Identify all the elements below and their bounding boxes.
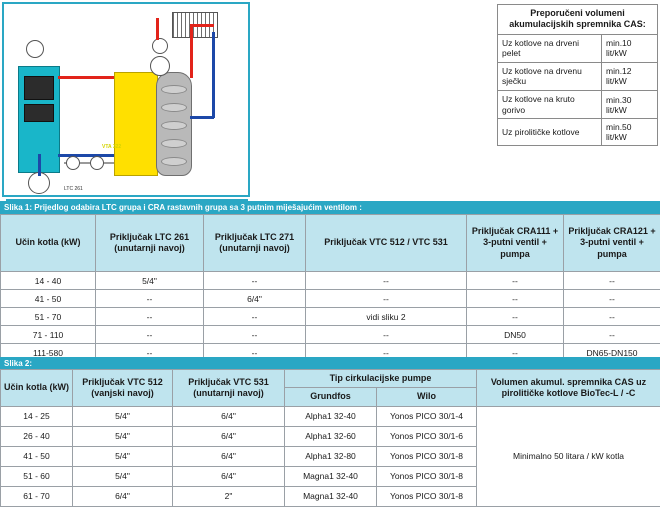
t1-cell: -- bbox=[564, 308, 660, 326]
t1-col-cra111: Priključak CRA111 + 3-putni ventil + pumpa bbox=[467, 215, 564, 272]
t2-col-pump-type: Tip cirkulacijske pumpe bbox=[285, 370, 477, 388]
t2-cell: Magna1 32-40 bbox=[285, 486, 377, 506]
cas-row-label: Uz kotlove na kruto gorivo bbox=[498, 91, 602, 119]
t2-cell: 5/4" bbox=[73, 466, 173, 486]
t2-col-vtc512: Priključak VTC 512 (vanjski navoj) bbox=[73, 370, 173, 407]
pipe-cold-4 bbox=[38, 154, 41, 176]
t1-cell: -- bbox=[564, 326, 660, 344]
pipe-cold-2 bbox=[190, 116, 214, 119]
table-row bbox=[1, 326, 660, 344]
t1-cell: 6/4" bbox=[204, 290, 306, 308]
cas-row bbox=[498, 91, 658, 119]
t1-cell: -- bbox=[306, 272, 467, 290]
t1-cell: 71 - 110 bbox=[1, 326, 96, 344]
diagram1-label-vta: VTA 322 bbox=[102, 144, 121, 150]
cas-row-value: min.30 lit/kW bbox=[602, 91, 658, 119]
t1-cell: -- bbox=[306, 290, 467, 308]
caption-slika-1: Slika 1: Prijedlog odabira LTC grupa i CRA rastavnih grupa sa 3 putnim miješajućim ventilom : bbox=[0, 201, 660, 214]
t1-cell: -- bbox=[564, 290, 660, 308]
t2-cell: Alpha1 32-80 bbox=[285, 446, 377, 466]
t2-col-grundfos: Grundfos bbox=[285, 388, 377, 406]
caption-slika-2: Slika 2: bbox=[0, 357, 660, 369]
t2-cell: 5/4" bbox=[73, 426, 173, 446]
t1-col-ltc271: Priključak LTC 271 (unutarnji navoj) bbox=[204, 215, 306, 272]
t1-cell: -- bbox=[204, 344, 306, 362]
t1-cell: -- bbox=[96, 290, 204, 308]
t2-cell: 6/4" bbox=[73, 486, 173, 506]
diagram1-label-ltc: LTC 261 bbox=[64, 186, 83, 192]
t2-cell: 41 - 50 bbox=[1, 446, 73, 466]
t2-col-ucin: Učin kotla (kW) bbox=[1, 370, 73, 407]
table-row bbox=[1, 406, 660, 426]
t1-cell: -- bbox=[306, 326, 467, 344]
cas-header-row bbox=[498, 5, 658, 35]
t1-cell: 111-580 bbox=[1, 344, 96, 362]
table-row bbox=[1, 308, 660, 326]
cas-row-value: min.50 lit/kW bbox=[602, 119, 658, 146]
t2-cell: 6/4" bbox=[173, 426, 285, 446]
t2-cell: Yonos PICO 30/1-6 bbox=[377, 426, 477, 446]
table1-header-row bbox=[1, 215, 660, 272]
t2-cell: 6/4" bbox=[173, 466, 285, 486]
t2-cell: Yonos PICO 30/1-4 bbox=[377, 406, 477, 426]
cas-row-value: min.12 lit/kW bbox=[602, 62, 658, 90]
t2-cell: 6/4" bbox=[173, 446, 285, 466]
t1-cell: 14 - 40 bbox=[1, 272, 96, 290]
t1-cell: -- bbox=[467, 308, 564, 326]
t1-col-ltc261: Priključak LTC 261 (unutarnji navoj) bbox=[96, 215, 204, 272]
cas-recommendation-table bbox=[497, 4, 658, 146]
t1-cell: -- bbox=[204, 308, 306, 326]
accumulator-tank-icon bbox=[156, 72, 192, 176]
t1-cell: -- bbox=[96, 326, 204, 344]
t1-cell: -- bbox=[96, 308, 204, 326]
t2-cell: 5/4" bbox=[73, 446, 173, 466]
t2-cell: 5/4" bbox=[73, 406, 173, 426]
shutoff-valve-icon bbox=[90, 156, 104, 170]
t2-cell: 26 - 40 bbox=[1, 426, 73, 446]
t1-cell: -- bbox=[204, 326, 306, 344]
boiler-door-icon bbox=[24, 76, 54, 100]
cas-row-label: Uz pirolitičke kotlove bbox=[498, 119, 602, 146]
t1-cell: 51 - 70 bbox=[1, 308, 96, 326]
t2-volumen-value: Minimalno 50 litara / kW kotla bbox=[477, 406, 660, 506]
t1-cell: -- bbox=[564, 272, 660, 290]
t2-cell: 14 - 25 bbox=[1, 406, 73, 426]
pipe-cold-3 bbox=[212, 32, 215, 118]
t1-cell: -- bbox=[467, 272, 564, 290]
t1-cell: DN65-DN150 bbox=[564, 344, 660, 362]
t1-cell: 5/4" bbox=[96, 272, 204, 290]
t2-cell: Yonos PICO 30/1-8 bbox=[377, 446, 477, 466]
mixing-valve-icon bbox=[150, 56, 170, 76]
t1-cell: -- bbox=[204, 272, 306, 290]
t2-cell: 2" bbox=[173, 486, 285, 506]
t2-cell: Magna1 32-40 bbox=[285, 466, 377, 486]
t1-cell: vidi sliku 2 bbox=[306, 308, 467, 326]
t1-cell: -- bbox=[96, 344, 204, 362]
pipe-hot-4 bbox=[156, 18, 159, 40]
valve-icon bbox=[152, 38, 168, 54]
check-valve-icon bbox=[66, 156, 80, 170]
cas-row-label: Uz kotlove na drvenu sječku bbox=[498, 62, 602, 90]
table-row bbox=[1, 290, 660, 308]
t2-col-vtc531: Priključak VTC 531 (unutarnji navoj) bbox=[173, 370, 285, 407]
t2-cell: Yonos PICO 30/1-8 bbox=[377, 486, 477, 506]
t2-col-volumen: Volumen akumul. spremnika CAS uz pirolitičke kotlove BioTec-L / -C bbox=[477, 370, 660, 407]
table-row bbox=[1, 272, 660, 290]
boiler-panel-icon bbox=[24, 104, 54, 122]
pipe-hot-1 bbox=[58, 76, 114, 79]
expansion-vessel-icon bbox=[26, 40, 44, 58]
page-root bbox=[0, 2, 660, 503]
t1-cell: DN50 bbox=[467, 326, 564, 344]
t2-cell: 6/4" bbox=[173, 406, 285, 426]
cas-row bbox=[498, 119, 658, 146]
table-ltc-cra-selection bbox=[0, 214, 660, 362]
hydraulic-diagram-1 bbox=[2, 2, 250, 197]
t1-cell: -- bbox=[306, 344, 467, 362]
pipe-cold-1 bbox=[58, 154, 114, 157]
tank-insulation-icon bbox=[114, 72, 158, 176]
cas-row bbox=[498, 34, 658, 62]
t2-cell: Yonos PICO 30/1-8 bbox=[377, 466, 477, 486]
cas-row bbox=[498, 62, 658, 90]
cas-header: Preporučeni volumeni akumulacijskih spremnika CAS: bbox=[498, 5, 658, 35]
cas-row-label: Uz kotlove na drveni pelet bbox=[498, 34, 602, 62]
t1-cell: 41 - 50 bbox=[1, 290, 96, 308]
pipe-hot-3 bbox=[190, 24, 193, 78]
t1-cell: -- bbox=[467, 344, 564, 362]
t1-col-cra121: Priključak CRA121 + 3-putni ventil + pumpa bbox=[564, 215, 660, 272]
t2-col-wilo: Wilo bbox=[377, 388, 477, 406]
t1-col-vtc: Priključak VTC 512 / VTC 531 bbox=[306, 215, 467, 272]
t2-cell: 61 - 70 bbox=[1, 486, 73, 506]
t1-cell: -- bbox=[467, 290, 564, 308]
t2-cell: 51 - 60 bbox=[1, 466, 73, 486]
t2-cell: Alpha1 32-40 bbox=[285, 406, 377, 426]
t2-cell: Alpha1 32-60 bbox=[285, 426, 377, 446]
table2-header-row-1 bbox=[1, 370, 660, 388]
pipe-hot-2 bbox=[190, 24, 214, 27]
t1-col-ucin: Učin kotla (kW) bbox=[1, 215, 96, 272]
cas-row-value: min.10 lit/kW bbox=[602, 34, 658, 62]
table-vtc-pump-selection bbox=[0, 369, 660, 507]
